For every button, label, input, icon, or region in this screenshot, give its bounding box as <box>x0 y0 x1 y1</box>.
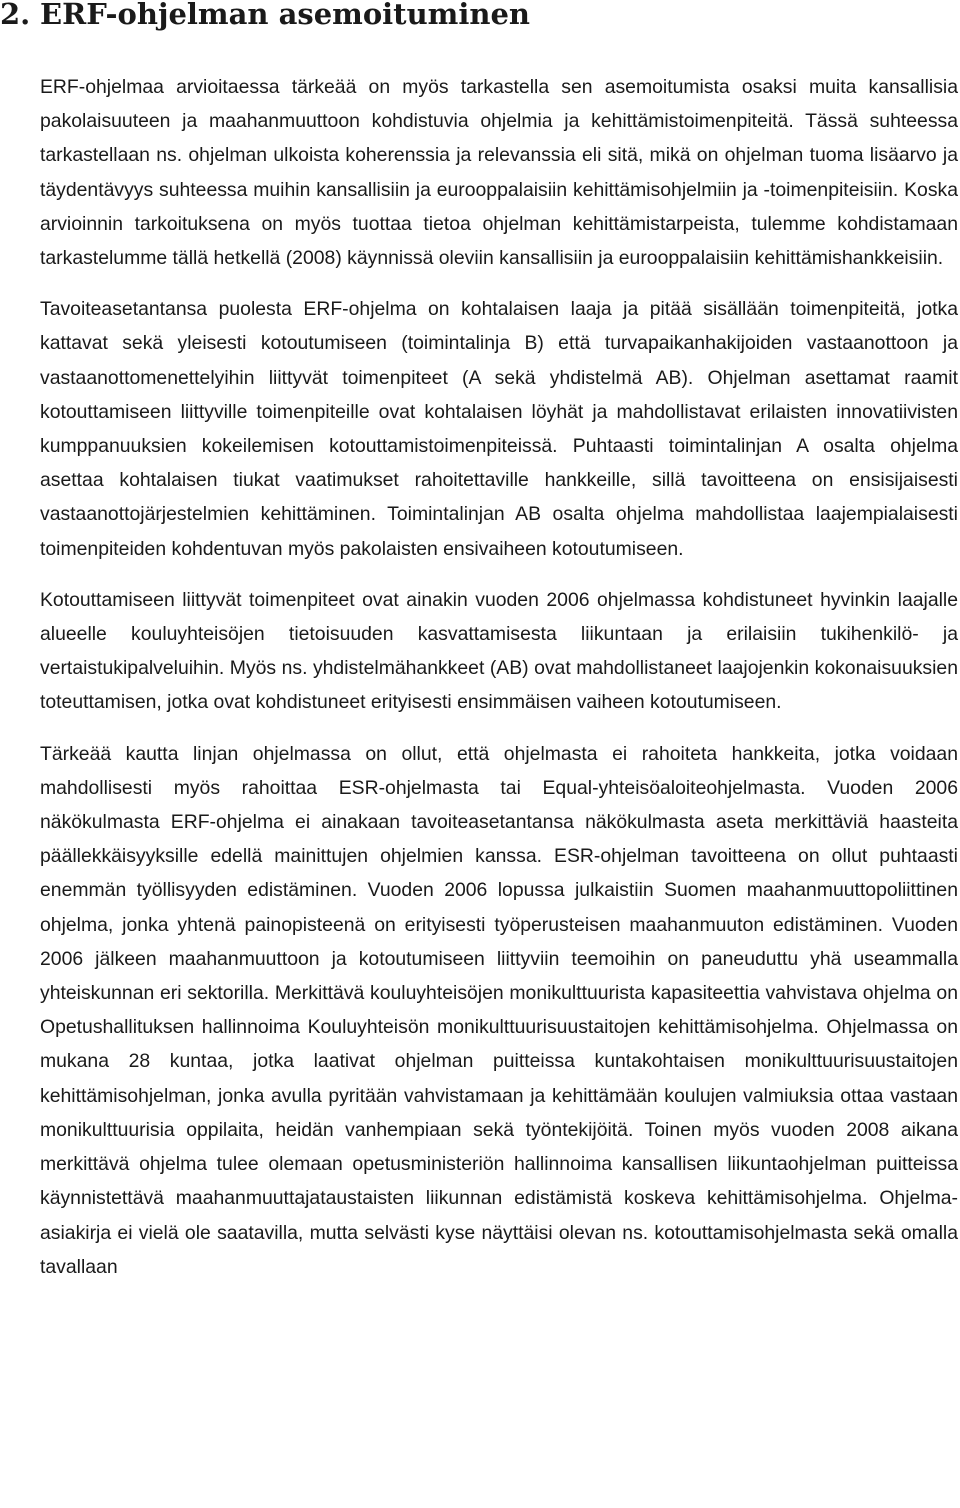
paragraph-3: Kotouttamiseen liittyvät toimenpiteet ovat ainakin vuoden 2006 ohjelmassa kohdistuneet hyvinkin laajalle alueelle kouluyhteisöjen tietoisuuden kasvattamisesta liikuntaan ja erilaisiin tukihenkilö- ja vertaistukipalveluihin. Myös ns. yhdistelmähankkeet (AB) ovat mahdollistaneet laajojenkin kokonaisuuksien toteuttamisen, jotka ovat kohdistuneet erityisesti ensimmäisen vaiheen kotoutumiseen. <box>40 588 958 714</box>
section-number: 2. <box>0 0 31 31</box>
body-text <box>40 70 958 1301</box>
paragraph-2: Tavoiteasetantansa puolesta ERF-ohjelma on kohtalaisen laaja ja pitää sisällään toimenpiteitä, jotka kattavat sekä yleisesti kotoutumiseen (toimintalinja B) että turvapaikanhakijoiden vastaanottoon ja vastaanottomenettelyihin liittyvät toimenpiteet (A sekä yhdistelmä AB). Ohjelman asettamat raamit kotouttamiseen liittyville toimenpiteille ovat kohtalaisen löyhät ja mahdollistavat erilaisten innovatiivisten kumppanuuksien kokeilemisen kotouttamistoimenpiteissä. Puhtaasti toimintalinjan A osalta ohjelma asettaa kohtalaisen tiukat vaatimukset rahoitettaville hankkeille, sillä tavoitteena on ensisijaisesti vastaanottojärjestelmien kehittäminen. Toimintalinjan AB osalta ohjelma mahdollistaa laajempialaisesti toimenpiteiden kohdentuvan myös pakolaisten ensivaiheen kotoutumiseen. <box>40 298 958 560</box>
paragraph-4: Tärkeää kautta linjan ohjelmassa on ollut, että ohjelmasta ei rahoiteta hankkeita, jotka voidaan mahdollisesti myös rahoittaa ESR-ohjelmasta tai Equal-yhteisöaloiteohjelmasta. Vuoden 2006 näkökulmasta ERF-ohjelma ei ainakaan tavoiteasetantansa näkökulmasta aseta merkittäviä haasteita päällekkäisyyksille edellä mainittujen ohjelmien kanssa. ESR-ohjelman tavoitteena on ollut puhtaasti enemmän työllisyyden edistäminen. Vuoden 2006 lopussa julkaistiin Suomen maahanmuuttopoliittinen ohjelma, jonka yhtenä painopisteenä on erityisesti työperusteisen maahanmuuton edistäminen. Vuoden 2006 jälkeen maahanmuuttoon ja kotoutumiseen liittyviin teemoihin on paneuduttu yhä useammalla yhteiskunnan eri sektorilla. Merkittävä kouluyhteisöjen monikulttuurista kapasiteettia vahvistava ohjelma on Opetushallituksen hallinnoima Kouluyhteisön monikulttuurisuustaitojen kehittämisohjelma. Ohjelmassa on mukana 28 kuntaa, jotka laativat ohjelman puitteissa kuntakohtaisen monikulttuurisuustaitojen kehittämisohjelman, jonka avulla pyritään vahvistamaan ja kehittämään koulujen valmiuksia ottaa vastaan monikulttuurisia oppilaita, heidän vanhempiaan sekä työntekijöitä. Toinen myös vuoden 2008 aikana merkittävä ohjelma tulee olemaan opetusministeriön hallinnoima kansallisen liikuntaohjelman puitteissa käynnistettävä maahanmuuttajataustaisten liikunnan edistämistä koskeva kehittämisohjelma. Ohjelma-asiakirja ei vielä ole saatavilla, mutta selvästi kyse näyttäisi olevan ns. kotouttamisohjelmasta sekä omalla tavallaan <box>40 742 958 1278</box>
section-title: ERF-ohjelman asemoituminen <box>40 0 530 31</box>
section-heading <box>0 0 530 34</box>
paragraph-1: ERF-ohjelmaa arvioitaessa tärkeää on myös tarkastella sen asemoitumista osaksi muita kansallisia pakolaisuuteen ja maahanmuuttoon kohdistuvia ohjelmia ja kehittämistoimenpiteitä. Tässä suhteessa tarkastellaan ns. ohjelman ulkoista koherenssia ja relevanssia eli sitä, mikä on ohjelman tuoma lisäarvo ja täydentävyys suhteessa muihin kansallisiin ja eurooppalaisiin kehittämisohjelmiin ja -toimenpiteisiin. Koska arvioinnin tarkoituksena on myös tuottaa tietoa ohjelman kehittämistarpeista, tulemme kohdistamaan tarkastelumme tällä hetkellä (2008) käynnissä oleviin kansallisiin ja eurooppalaisiin kehittämishankkeisiin. <box>40 76 958 270</box>
